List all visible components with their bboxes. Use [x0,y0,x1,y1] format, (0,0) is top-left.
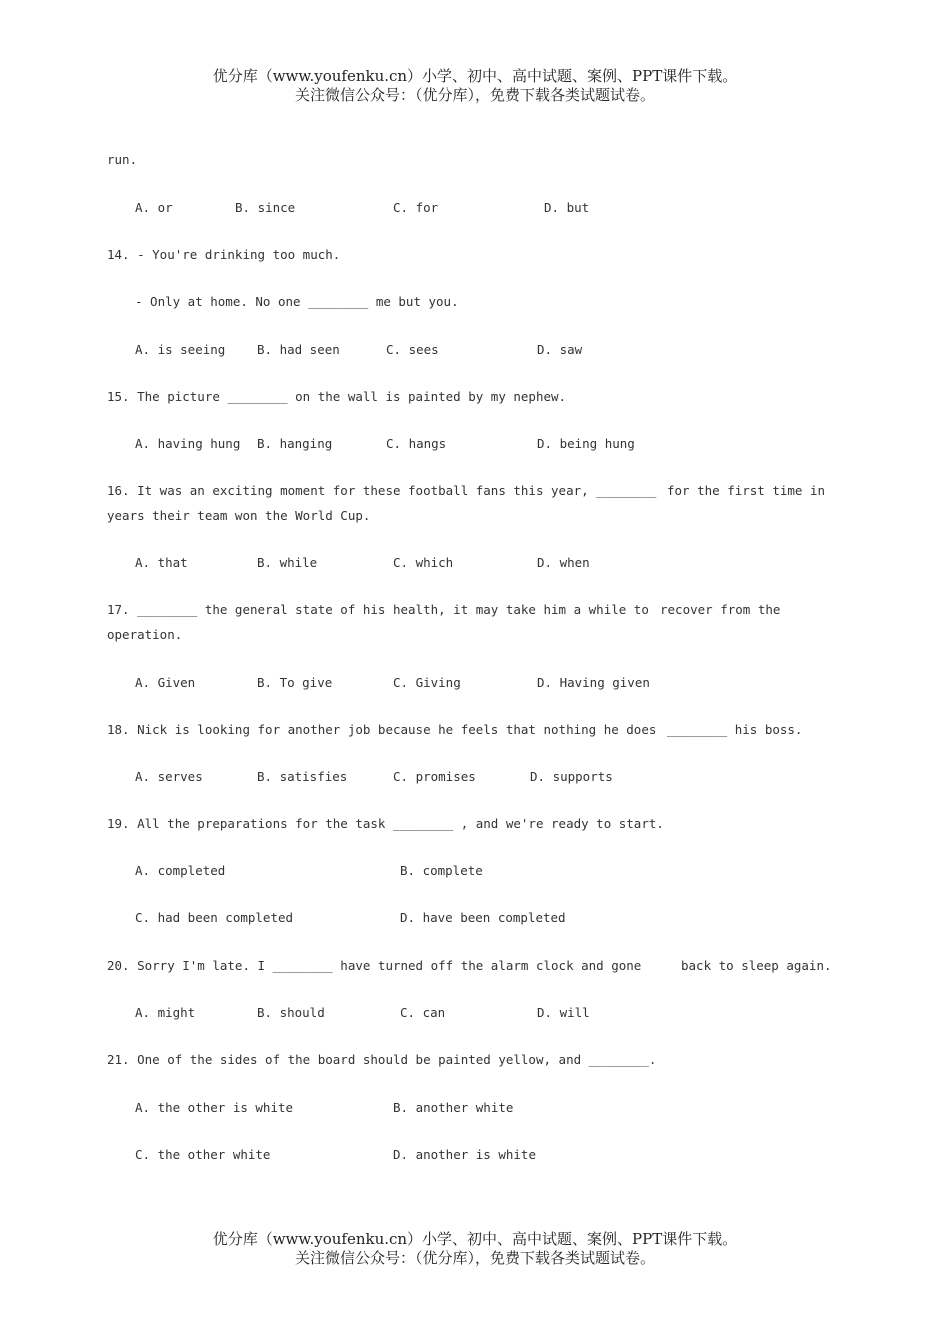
q19-option-c: C. had been completed [135,910,294,925]
q17-option-b: B. To give [257,675,333,690]
q20-question-part1: 20. Sorry I'm late. I ________ have turned off the alarm clock and gone [107,958,642,973]
q14-option-c: C. sees [386,342,439,357]
q17-question-part2: recover from the [660,602,781,617]
q17-option-d: D. Having given [537,675,650,690]
q20-option-d: D. will [537,1005,590,1020]
q20-option-b: B. should [257,1005,325,1020]
q18-option-b: B. satisfies [257,769,348,784]
q15-option-a: A. having hung [135,436,241,451]
q15-option-d: D. being hung [537,436,635,451]
q14-question: 14. - You're drinking too much. [107,247,341,262]
q21-option-b: B. another white [393,1100,514,1115]
q21-option-a: A. the other is white [135,1100,294,1115]
q21-option-c: C. the other white [135,1147,271,1162]
q18-option-a: A. serves [135,769,203,784]
q18-question-part2: ________ his boss. [667,722,803,737]
q18-option-c: C. promises [393,769,476,784]
q16-option-b: B. while [257,555,318,570]
q20-option-a: A. might [135,1005,196,1020]
q16-option-a: A. that [135,555,188,570]
q20-question-part2: back to sleep again. [681,958,832,973]
page-header [0,67,950,105]
q18-option-d: D. supports [530,769,613,784]
q17-option-c: C. Giving [393,675,461,690]
q13-option-d: D. but [544,200,590,215]
q14-reply: - Only at home. No one ________ me but you. [135,294,459,309]
footer-line-1: 优分库（www.youfenku.cn）小学、初中、高中试题、案例、PPT课件下载。 [212,1230,738,1248]
q13-option-a: A. or [135,200,173,215]
header-line-1: 优分库（www.youfenku.cn）小学、初中、高中试题、案例、PPT课件下载。 [212,67,738,85]
q17-option-a: A. Given [135,675,196,690]
q21-question: 21. One of the sides of the board should be painted yellow, and ________. [107,1052,657,1067]
q17-question-part1: 17. ________ the general state of his health, it may take him a while to [107,602,649,617]
q13-option-b: B. since [235,200,296,215]
q20-option-c: C. can [400,1005,446,1020]
q13-option-c: C. for [393,200,439,215]
q13-text-tail: run. [107,152,138,167]
q15-option-c: C. hangs [386,436,447,451]
footer-line-2: 关注微信公众号：（优分库），免费下载各类试题试卷。 [294,1249,655,1267]
q16-question-line2: years their team won the World Cup. [107,508,371,523]
q19-question: 19. All the preparations for the task ________ , and we're ready to start. [107,816,664,831]
q18-question-part1: 18. Nick is looking for another job because he feels that nothing he does [107,722,657,737]
q17-question-line2: operation. [107,627,183,642]
q14-option-b: B. had seen [257,342,340,357]
page-footer [0,1230,950,1268]
q14-option-a: A. is seeing [135,342,226,357]
q19-option-b: B. complete [400,863,483,878]
q15-question: 15. The picture ________ on the wall is painted by my nephew. [107,389,567,404]
q14-option-d: D. saw [537,342,583,357]
q16-question-part2: for the first time in [667,483,826,498]
q16-option-c: C. which [393,555,454,570]
q19-option-d: D. have been completed [400,910,566,925]
header-line-2: 关注微信公众号：（优分库），免费下载各类试题试卷。 [294,86,655,104]
q21-option-d: D. another is white [393,1147,536,1162]
q15-option-b: B. hanging [257,436,333,451]
q16-option-d: D. when [537,555,590,570]
q16-question-part1: 16. It was an exciting moment for these football fans this year, ________ [107,483,657,498]
q19-option-a: A. completed [135,863,226,878]
